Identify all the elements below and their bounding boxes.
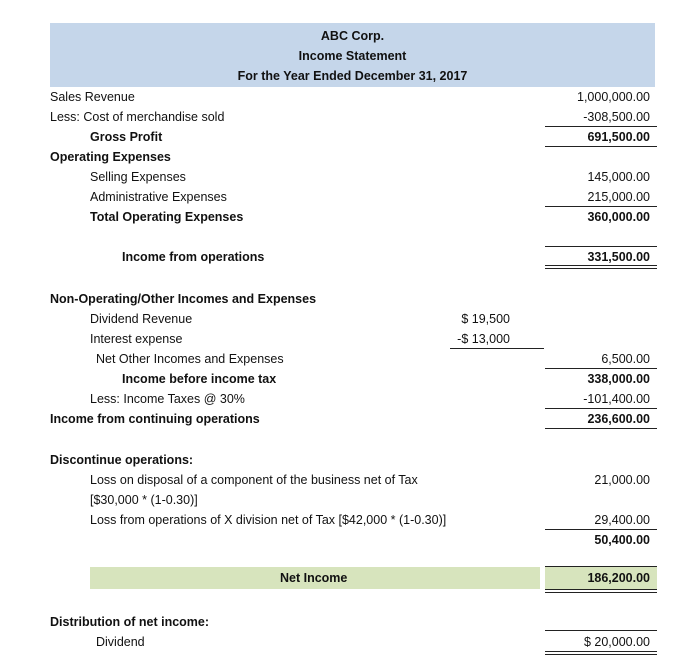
net-income-label: Net Income <box>280 571 348 585</box>
cogs-underline <box>545 126 657 127</box>
continuing-ops-label: Income from continuing operations <box>50 412 260 426</box>
sales-revenue-value: 1,000,000.00 <box>577 90 650 104</box>
interest-expense-label: Interest expense <box>90 332 183 346</box>
sales-revenue-label: Sales Revenue <box>50 90 135 104</box>
pretax-income-value: 338,000.00 <box>587 372 650 386</box>
loss-disposal-value: 21,000.00 <box>594 473 650 487</box>
opex-heading: Operating Expenses <box>50 150 171 164</box>
admin-expenses-label: Administrative Expenses <box>90 190 227 204</box>
net-income-double-underline <box>545 589 657 593</box>
loss-disposal-formula: [$30,000 * (1-0.30)] <box>90 493 198 507</box>
cogs-value: -308,500.00 <box>583 110 650 124</box>
selling-expenses-label: Selling Expenses <box>90 170 186 184</box>
gross-profit-label: Gross Profit <box>90 130 163 144</box>
discontinued-total-value: 50,400.00 <box>594 533 650 547</box>
gross-profit-value: 691,500.00 <box>587 130 650 144</box>
dividend-label: Dividend <box>96 635 145 649</box>
loss-x-underline <box>545 529 657 530</box>
statement-title: Income Statement <box>298 49 407 63</box>
dividend-overline <box>545 630 657 631</box>
continuing-ops-value: 236,600.00 <box>587 412 650 426</box>
distribution-heading: Distribution of net income: <box>50 615 210 629</box>
selling-expenses-value: 145,000.00 <box>587 170 650 184</box>
dividend-value: $ 20,000.00 <box>583 635 650 649</box>
net-other-value: 6,500.00 <box>601 352 650 366</box>
ops-income-overline <box>545 246 657 247</box>
ops-income-double-underline <box>545 265 657 269</box>
net-other-underline <box>545 368 657 369</box>
total-opex-label: Total Operating Expenses <box>90 210 244 224</box>
loss-x-division-label: Loss from operations of X division net of Tax [$42,000 * (1-0.30)] <box>90 513 447 527</box>
income-taxes-label: Less: Income Taxes @ 30% <box>90 392 245 406</box>
ops-income-label: Income from operations <box>122 250 265 264</box>
dividend-revenue-value: $ 19,500 <box>461 312 510 326</box>
net-income-overline <box>545 566 657 567</box>
company-name: ABC Corp. <box>320 29 385 43</box>
interest-underline <box>450 348 544 349</box>
total-opex-value: 360,000.00 <box>587 210 650 224</box>
income-taxes-value: -101,400.00 <box>583 392 650 406</box>
net-income-value: 186,200.00 <box>587 571 650 585</box>
cogs-label: Less: Cost of merchandise sold <box>50 110 225 124</box>
nonop-heading: Non-Operating/Other Incomes and Expenses <box>50 292 317 306</box>
net-other-label: Net Other Incomes and Expenses <box>96 352 284 366</box>
loss-disposal-label: Loss on disposal of a component of the business net of Tax <box>90 473 418 487</box>
dividend-double-underline <box>545 651 657 655</box>
admin-expenses-value: 215,000.00 <box>587 190 650 204</box>
statement-period: For the Year Ended December 31, 2017 <box>237 69 468 83</box>
ops-income-value: 331,500.00 <box>587 250 650 264</box>
pretax-income-label: Income before income tax <box>122 372 277 386</box>
dividend-revenue-label: Dividend Revenue <box>90 312 193 326</box>
interest-expense-value: -$ 13,000 <box>457 332 510 346</box>
discontinued-heading: Discontinue operations: <box>50 453 194 467</box>
loss-x-division-value: 29,400.00 <box>594 513 650 527</box>
statement-header <box>50 23 655 87</box>
gross-profit-underline <box>545 146 657 147</box>
admin-underline <box>545 206 657 207</box>
taxes-underline <box>545 408 657 409</box>
continuing-ops-underline <box>545 428 657 429</box>
